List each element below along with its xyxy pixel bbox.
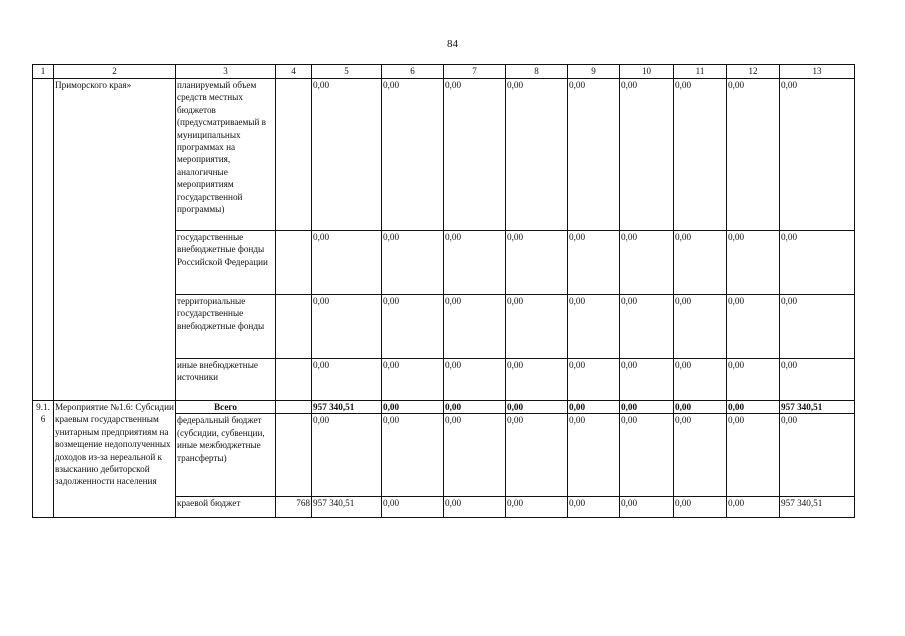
budget-code-cell bbox=[276, 414, 312, 497]
value-cell: 0,00 bbox=[444, 231, 506, 295]
value-cell: 0,00 bbox=[727, 295, 780, 359]
value-cell: 957 340,51 bbox=[312, 497, 382, 518]
funding-source-cell: федеральный бюджет (субсидии, субвенции, иные межбюджетные трансферты) bbox=[176, 414, 276, 497]
value-cell: 0,00 bbox=[444, 359, 506, 401]
value-cell: 0,00 bbox=[727, 414, 780, 497]
budget-table bbox=[32, 64, 855, 518]
value-cell: 0,00 bbox=[727, 359, 780, 401]
value-cell: 0,00 bbox=[506, 414, 568, 497]
value-cell: 0,00 bbox=[620, 231, 674, 295]
value-cell: 0,00 bbox=[620, 401, 674, 414]
column-header: 11 bbox=[674, 65, 727, 79]
value-cell: 0,00 bbox=[444, 401, 506, 414]
value-cell: 0,00 bbox=[674, 497, 727, 518]
value-cell: 0,00 bbox=[620, 497, 674, 518]
column-header: 12 bbox=[727, 65, 780, 79]
value-cell: 957 340,51 bbox=[780, 401, 855, 414]
value-cell: 0,00 bbox=[506, 359, 568, 401]
value-cell: 0,00 bbox=[382, 295, 444, 359]
value-cell: 0,00 bbox=[620, 359, 674, 401]
budget-code-cell bbox=[276, 359, 312, 401]
value-cell: 0,00 bbox=[382, 497, 444, 518]
value-cell: 0,00 bbox=[382, 359, 444, 401]
value-cell: 0,00 bbox=[568, 359, 620, 401]
value-cell: 0,00 bbox=[312, 295, 382, 359]
column-header: 8 bbox=[506, 65, 568, 79]
value-cell: 0,00 bbox=[312, 414, 382, 497]
value-cell: 0,00 bbox=[382, 231, 444, 295]
column-header: 9 bbox=[568, 65, 620, 79]
value-cell: 0,00 bbox=[780, 231, 855, 295]
value-cell: 0,00 bbox=[506, 295, 568, 359]
budget-code-cell bbox=[276, 295, 312, 359]
funding-source-cell: территориальные государственные внебюджетные фонды bbox=[176, 295, 276, 359]
budget-code-cell: 768 bbox=[276, 497, 312, 518]
value-cell: 0,00 bbox=[506, 79, 568, 231]
budget-code-cell bbox=[276, 231, 312, 295]
value-cell: 0,00 bbox=[444, 414, 506, 497]
value-cell: 0,00 bbox=[506, 497, 568, 518]
value-cell: 0,00 bbox=[674, 414, 727, 497]
value-cell: 0,00 bbox=[312, 231, 382, 295]
column-header: 6 bbox=[382, 65, 444, 79]
value-cell: 0,00 bbox=[568, 414, 620, 497]
value-cell: 0,00 bbox=[382, 414, 444, 497]
value-cell: 0,00 bbox=[312, 79, 382, 231]
column-header: 4 bbox=[276, 65, 312, 79]
header-row bbox=[33, 65, 855, 79]
value-cell: 957 340,51 bbox=[780, 497, 855, 518]
value-cell: 0,00 bbox=[727, 231, 780, 295]
value-cell: 0,00 bbox=[444, 295, 506, 359]
value-cell: 0,00 bbox=[568, 497, 620, 518]
funding-source-cell: иные внебюджетные источники bbox=[176, 359, 276, 401]
value-cell: 0,00 bbox=[312, 359, 382, 401]
funding-source-cell: краевой бюджет bbox=[176, 497, 276, 518]
page-number: 84 bbox=[447, 38, 458, 50]
value-cell: 0,00 bbox=[568, 79, 620, 231]
column-header: 1 bbox=[33, 65, 54, 79]
funding-source-cell: Всего bbox=[176, 401, 276, 414]
value-cell: 0,00 bbox=[382, 79, 444, 231]
value-cell: 0,00 bbox=[727, 401, 780, 414]
row-number-cell bbox=[33, 79, 54, 401]
value-cell: 0,00 bbox=[444, 497, 506, 518]
value-cell: 0,00 bbox=[568, 231, 620, 295]
value-cell: 0,00 bbox=[382, 401, 444, 414]
value-cell: 0,00 bbox=[780, 295, 855, 359]
value-cell: 0,00 bbox=[674, 359, 727, 401]
value-cell: 0,00 bbox=[568, 401, 620, 414]
column-header: 3 bbox=[176, 65, 276, 79]
budget-code-cell bbox=[276, 79, 312, 231]
value-cell: 0,00 bbox=[674, 401, 727, 414]
value-cell: 0,00 bbox=[727, 497, 780, 518]
column-header: 2 bbox=[54, 65, 176, 79]
value-cell: 0,00 bbox=[674, 231, 727, 295]
funding-source-cell: государственные внебюджетные фонды Российской Федерации bbox=[176, 231, 276, 295]
value-cell: 0,00 bbox=[620, 414, 674, 497]
funding-source-cell: планируемый объем средств местных бюджетов (предусматриваемый в муниципальных программах на мероприятия, аналогичные мероприятиям государственной программы) bbox=[176, 79, 276, 231]
value-cell: 0,00 bbox=[444, 79, 506, 231]
value-cell: 0,00 bbox=[674, 79, 727, 231]
value-cell: 0,00 bbox=[568, 295, 620, 359]
value-cell: 0,00 bbox=[620, 79, 674, 231]
budget-code-cell bbox=[276, 401, 312, 414]
measure-name-cell: Мероприятие №1.6: Субсидии краевым государственным унитарным предприятиям на возмещение недополученных доходов из-за нереальной к взысканию дебиторской задолженности населения bbox=[54, 401, 176, 518]
table-row bbox=[33, 401, 855, 414]
column-header: 10 bbox=[620, 65, 674, 79]
value-cell: 0,00 bbox=[727, 79, 780, 231]
column-header: 5 bbox=[312, 65, 382, 79]
column-header: 7 bbox=[444, 65, 506, 79]
column-header: 13 bbox=[780, 65, 855, 79]
value-cell: 0,00 bbox=[620, 295, 674, 359]
value-cell: 0,00 bbox=[780, 79, 855, 231]
value-cell: 957 340,51 bbox=[312, 401, 382, 414]
measure-name-cell: Приморского края» bbox=[54, 79, 176, 401]
row-number-cell: 9.1.6 bbox=[33, 401, 54, 518]
value-cell: 0,00 bbox=[506, 401, 568, 414]
value-cell: 0,00 bbox=[780, 414, 855, 497]
value-cell: 0,00 bbox=[780, 359, 855, 401]
table-row bbox=[33, 79, 855, 231]
value-cell: 0,00 bbox=[506, 231, 568, 295]
value-cell: 0,00 bbox=[674, 295, 727, 359]
